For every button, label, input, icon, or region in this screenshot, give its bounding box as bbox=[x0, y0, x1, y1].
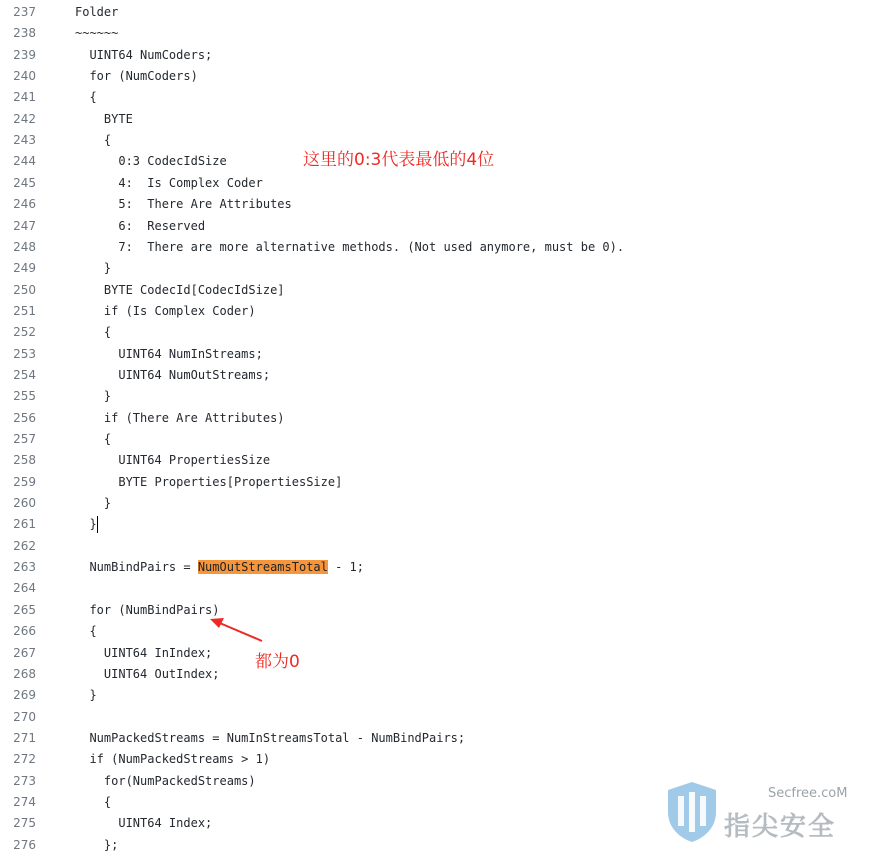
code-line bbox=[0, 2, 875, 23]
line-text: if (There Are Attributes) bbox=[75, 410, 285, 425]
code-line bbox=[0, 450, 875, 471]
line-text-content: } bbox=[75, 517, 97, 532]
line-number: 252 bbox=[13, 325, 36, 340]
text-cursor bbox=[97, 516, 98, 533]
line-number: 276 bbox=[13, 837, 36, 852]
line-text: UINT64 NumCoders; bbox=[75, 47, 213, 62]
line-number: 242 bbox=[13, 111, 36, 126]
line-number: 263 bbox=[13, 560, 36, 575]
line-number: 272 bbox=[13, 752, 36, 767]
code-line bbox=[0, 194, 875, 215]
code-line bbox=[0, 216, 875, 237]
line-number: 274 bbox=[13, 794, 36, 809]
annotation-note-codec-bits: 这里的0:3代表最低的4位 bbox=[303, 150, 495, 170]
code-line bbox=[0, 493, 875, 514]
line-text: 7: There are more alternative methods. (Not used anymore, must be 0). bbox=[75, 239, 625, 254]
line-number: 273 bbox=[13, 773, 36, 788]
line-text: } bbox=[75, 496, 112, 511]
line-text: } bbox=[75, 261, 112, 276]
line-text: NumBindPairs = NumOutStreamsTotal - 1; bbox=[75, 560, 364, 575]
code-line bbox=[0, 728, 875, 749]
line-text: UINT64 Index; bbox=[75, 816, 213, 831]
code-line bbox=[0, 472, 875, 493]
line-text: if (Is Complex Coder) bbox=[75, 303, 256, 318]
line-text: UINT64 OutIndex; bbox=[75, 666, 220, 681]
line-number: 261 bbox=[13, 517, 36, 532]
code-line bbox=[0, 578, 875, 599]
line-number: 244 bbox=[13, 154, 36, 169]
code-line bbox=[0, 600, 875, 621]
line-text: BYTE Properties[PropertiesSize] bbox=[75, 474, 343, 489]
code-line bbox=[0, 173, 875, 194]
code-line bbox=[0, 23, 875, 44]
line-text: { bbox=[75, 432, 112, 446]
code-line bbox=[0, 621, 875, 642]
line-number: 264 bbox=[13, 581, 36, 596]
line-text: for (NumBindPairs) bbox=[75, 602, 220, 617]
code-line bbox=[0, 643, 875, 664]
code-line bbox=[0, 344, 875, 365]
line-number: 268 bbox=[13, 666, 36, 681]
annotation-note-all-zero: 都为0 bbox=[255, 652, 300, 672]
code-line bbox=[0, 365, 875, 386]
watermark-url: Secfree.coM bbox=[768, 786, 848, 801]
line-text: BYTE CodecId[CodecIdSize] bbox=[75, 282, 285, 297]
code-line bbox=[0, 45, 875, 66]
line-number: 262 bbox=[13, 538, 36, 553]
line-number: 238 bbox=[13, 26, 36, 41]
code-line bbox=[0, 66, 875, 87]
line-number: 254 bbox=[13, 367, 36, 382]
code-line bbox=[0, 749, 875, 770]
line-number: 248 bbox=[13, 239, 36, 254]
line-number: 250 bbox=[13, 282, 36, 297]
shield-logo-icon bbox=[664, 780, 720, 844]
line-text: for(NumPackedStreams) bbox=[75, 773, 256, 788]
line-text: NumPackedStreams = NumInStreamsTotal - NumBindPairs; bbox=[75, 730, 466, 745]
code-line bbox=[0, 557, 875, 578]
line-number: 269 bbox=[13, 688, 36, 703]
line-number: 266 bbox=[13, 624, 36, 639]
line-number: 267 bbox=[13, 645, 36, 660]
line-number: 239 bbox=[13, 47, 36, 62]
code-line bbox=[0, 280, 875, 301]
code-line bbox=[0, 322, 875, 343]
line-text: } bbox=[75, 389, 112, 404]
line-text: if (NumPackedStreams > 1) bbox=[75, 752, 271, 767]
code-line bbox=[0, 664, 875, 685]
code-line bbox=[0, 685, 875, 706]
line-number: 256 bbox=[13, 410, 36, 425]
watermark bbox=[660, 778, 860, 848]
line-text: { bbox=[75, 794, 112, 809]
line-text: } bbox=[75, 688, 97, 703]
line-number: 275 bbox=[13, 816, 36, 831]
line-number: 271 bbox=[13, 730, 36, 745]
line-number: 240 bbox=[13, 69, 36, 84]
line-text: 0:3 CodecIdSize bbox=[75, 154, 227, 169]
line-number: 247 bbox=[13, 218, 36, 233]
code-line bbox=[0, 536, 875, 557]
line-text: { bbox=[75, 133, 112, 148]
line-text: Folder bbox=[75, 5, 119, 19]
code-line bbox=[0, 301, 875, 322]
line-number: 270 bbox=[13, 709, 36, 724]
line-text: UINT64 NumOutStreams; bbox=[75, 367, 271, 382]
line-number: 257 bbox=[13, 432, 36, 446]
line-text bbox=[75, 514, 98, 535]
code-line bbox=[0, 109, 875, 130]
line-number: 241 bbox=[13, 90, 36, 105]
code-line bbox=[0, 237, 875, 258]
code-line bbox=[0, 87, 875, 108]
line-text: BYTE bbox=[75, 111, 133, 126]
line-number: 255 bbox=[13, 389, 36, 404]
line-number: 258 bbox=[13, 453, 36, 468]
line-number: 265 bbox=[13, 602, 36, 617]
code-line bbox=[0, 429, 875, 450]
line-text: { bbox=[75, 624, 97, 639]
line-text: for (NumCoders) bbox=[75, 69, 198, 84]
code-line bbox=[0, 408, 875, 429]
code-line bbox=[0, 707, 875, 728]
code-line bbox=[0, 258, 875, 279]
line-number: 253 bbox=[13, 346, 36, 361]
line-text: UINT64 NumInStreams; bbox=[75, 346, 263, 361]
line-text: { bbox=[75, 90, 97, 105]
line-text: 6: Reserved bbox=[75, 218, 206, 233]
line-text: UINT64 PropertiesSize bbox=[75, 453, 271, 468]
line-text: 4: Is Complex Coder bbox=[75, 175, 263, 190]
line-text: 5: There Are Attributes bbox=[75, 197, 292, 212]
line-number: 249 bbox=[13, 261, 36, 276]
watermark-name: 指尖安全 bbox=[724, 812, 837, 842]
line-text: ~~~~~~ bbox=[75, 26, 119, 41]
code-line bbox=[0, 514, 875, 535]
line-number: 237 bbox=[13, 5, 36, 19]
code-line bbox=[0, 386, 875, 407]
line-number: 243 bbox=[13, 133, 36, 148]
line-number: 246 bbox=[13, 197, 36, 212]
line-number: 259 bbox=[13, 474, 36, 489]
line-number: 260 bbox=[13, 496, 36, 511]
search-highlight: NumOutStreamsTotal bbox=[197, 560, 328, 575]
line-text: { bbox=[75, 325, 112, 340]
line-text: UINT64 InIndex; bbox=[75, 645, 213, 660]
line-number: 251 bbox=[13, 303, 36, 318]
line-number: 245 bbox=[13, 175, 36, 190]
line-text: }; bbox=[75, 837, 119, 852]
